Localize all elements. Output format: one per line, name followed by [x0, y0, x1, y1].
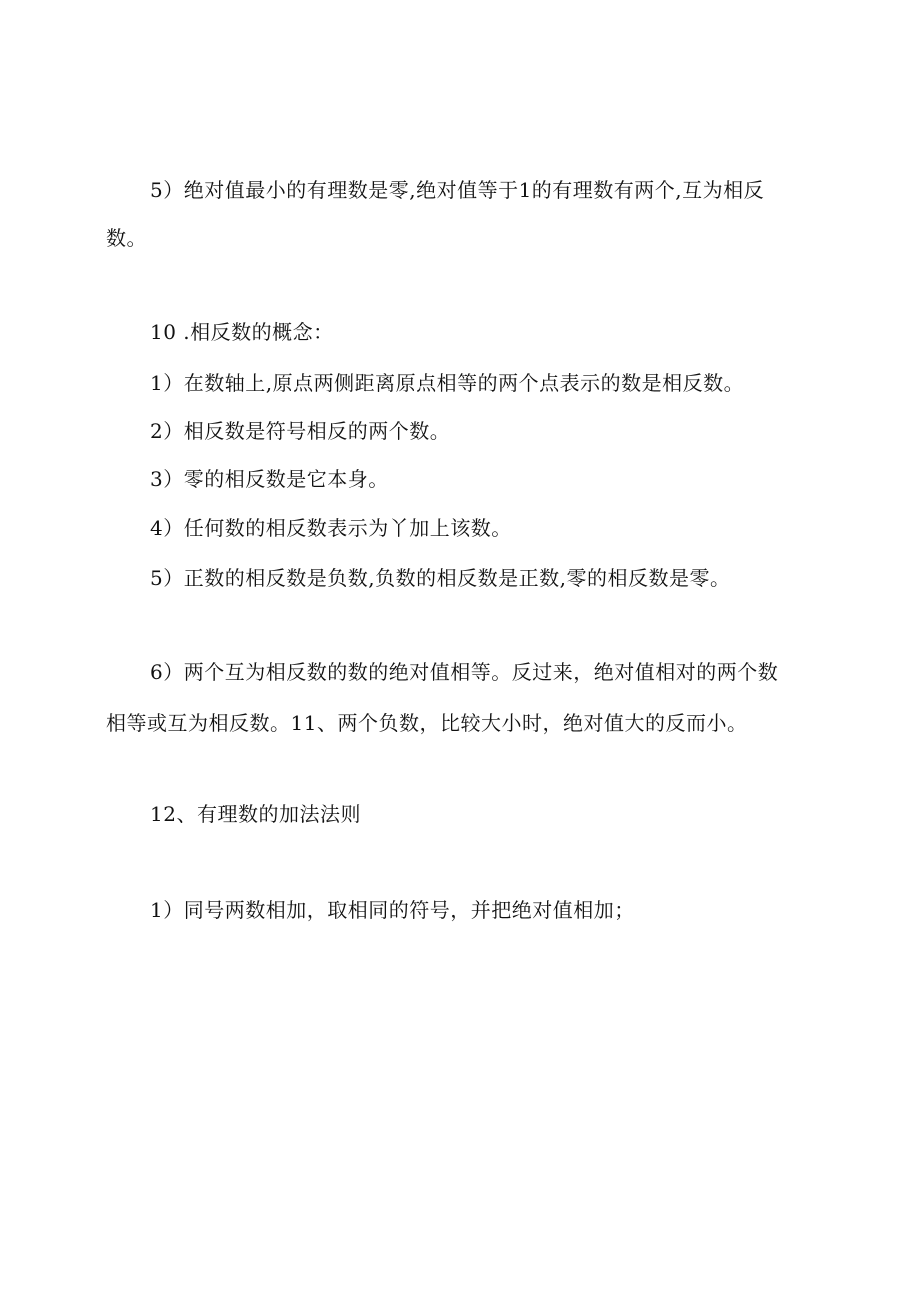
list-item: 5）正数的相反数是负数,负数的相反数是正数,零的相反数是零。 — [150, 566, 731, 590]
list-item: 3）零的相反数是它本身。 — [150, 467, 389, 491]
list-item: 2）相反数是符号相反的两个数。 — [150, 419, 451, 443]
paragraph-line: 数。 — [106, 226, 147, 250]
paragraph-line: 相等或互为相反数。11、两个负数，比较大小时，绝对值大的反而小。 — [106, 711, 748, 735]
paragraph-line: 5）绝对值最小的有理数是零,绝对值等于1的有理数有两个,互为相反 — [150, 178, 765, 202]
list-item: 1）在数轴上,原点两侧距离原点相等的两个点表示的数是相反数。 — [150, 371, 745, 395]
list-item: 1）同号两数相加，取相同的符号，并把绝对值相加； — [150, 898, 635, 922]
list-item: 4）任何数的相反数表示为丫加上该数。 — [150, 516, 512, 540]
section-heading: 12、有理数的加法法则 — [150, 802, 361, 826]
section-heading: 10 .相反数的概念： — [150, 320, 334, 344]
paragraph-line: 6）两个互为相反数的数的绝对值相等。反过来，绝对值相对的两个数 — [150, 660, 779, 684]
